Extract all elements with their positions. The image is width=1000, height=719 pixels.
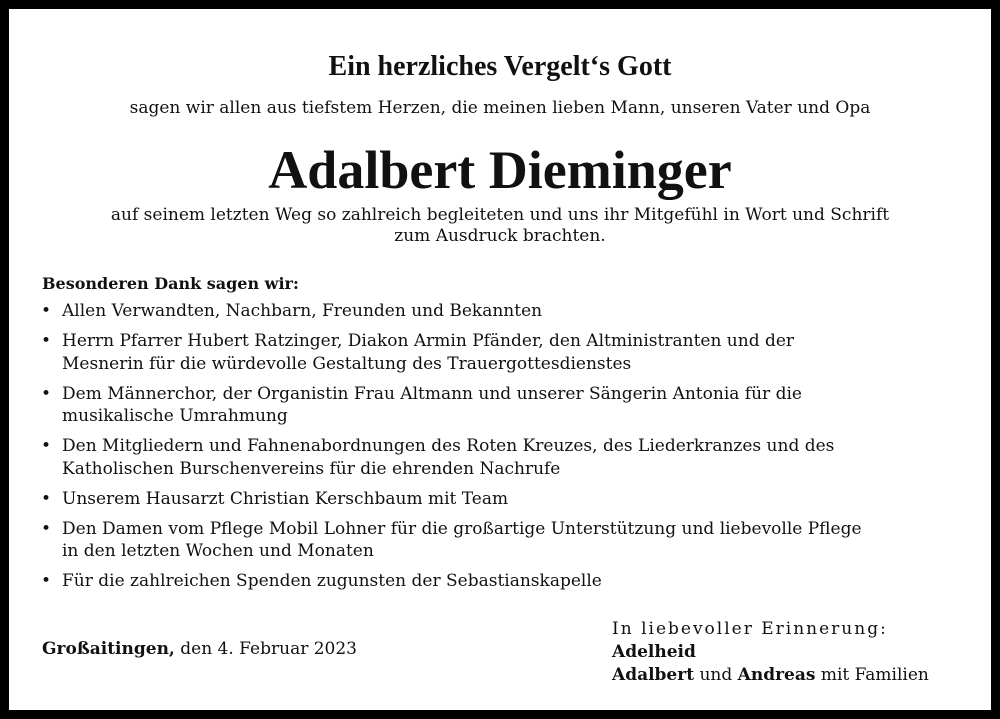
list-item — [41, 570, 982, 593]
signature-intro: In liebevoller Erinnerung: — [612, 619, 888, 639]
thanks-list — [41, 300, 982, 600]
thanks-heading: Ein herzliches Vergelt‘s Gott — [328, 51, 672, 82]
bullet-icon: • — [41, 518, 52, 539]
special-thanks-heading: Besonderen Dank sagen wir: — [42, 274, 299, 293]
list-item-line-1: Herrn Pfarrer Hubert Ratzinger, Diakon Armin Pfänder, den Altministranten und der — [62, 331, 795, 351]
obituary-card — [9, 9, 991, 710]
intro-text: sagen wir allen aus tiefstem Herzen, die meinen lieben Mann, unseren Vater und Opa — [129, 98, 871, 118]
list-item-line-1: Allen Verwandten, Nachbarn, Freunden und Bekannten — [62, 301, 543, 321]
list-item — [41, 518, 982, 563]
list-item — [41, 383, 982, 428]
signature-and: und — [694, 665, 738, 685]
thanks-text-line-1: auf seinem letzten Weg so zahlreich begleiteten und uns ihr Mitgefühl in Wort und Schrift — [110, 205, 890, 225]
list-item-line-1: Den Damen vom Pflege Mobil Lohner für die großartige Unterstützung und liebevolle Pflege — [62, 518, 862, 539]
list-item-line-1: Für die zahlreichen Spenden zugunsten der Sebastianskapelle — [62, 571, 602, 591]
list-item-line-1: Den Mitgliedern und Fahnenabordnungen des Roten Kreuzes, des Liederkranzes und des — [62, 436, 835, 456]
list-item — [41, 300, 982, 323]
signature-line-2 — [612, 664, 929, 687]
place: Großaitingen, — [42, 639, 175, 659]
list-item-line-2: Katholischen Burschenvereins für die ehrenden Nachrufe — [62, 458, 561, 479]
list-item-line-1: Unserem Hausarzt Christian Kerschbaum mit Team — [62, 488, 509, 509]
bullet-icon: • — [41, 488, 52, 509]
signature-block — [612, 618, 929, 687]
list-item — [41, 330, 982, 375]
place-date — [42, 639, 357, 659]
signature-name-adalbert: Adalbert — [612, 665, 695, 685]
list-item-line-1: Dem Männerchor, der Organistin Frau Altmann und unserer Sängerin Antonia für die — [62, 383, 802, 404]
date: den 4. Februar 2023 — [174, 639, 357, 659]
bullet-icon: • — [41, 571, 52, 591]
signature-name-adelheid: Adelheid — [612, 642, 696, 662]
bullet-icon: • — [41, 436, 52, 456]
list-item — [41, 488, 982, 511]
thanks-text-line-2: zum Ausdruck brachten. — [394, 226, 606, 246]
list-item-line-2: musikalische Umrahmung — [62, 406, 288, 426]
thanks-text — [9, 205, 991, 247]
deceased-name: Adalbert Dieminger — [268, 140, 732, 200]
signature-line-1 — [612, 641, 929, 664]
bullet-icon: • — [41, 331, 52, 351]
list-item — [41, 435, 982, 480]
list-item-line-2: in den letzten Wochen und Monaten — [62, 541, 374, 561]
bullet-icon: • — [41, 383, 52, 404]
list-item-line-2: Mesnerin für die würdevolle Gestaltung des Trauergottesdienstes — [62, 353, 632, 374]
bullet-icon: • — [41, 301, 52, 321]
signature-name-andreas: Andreas — [737, 665, 816, 685]
signature-suffix: mit Familien — [815, 665, 929, 685]
